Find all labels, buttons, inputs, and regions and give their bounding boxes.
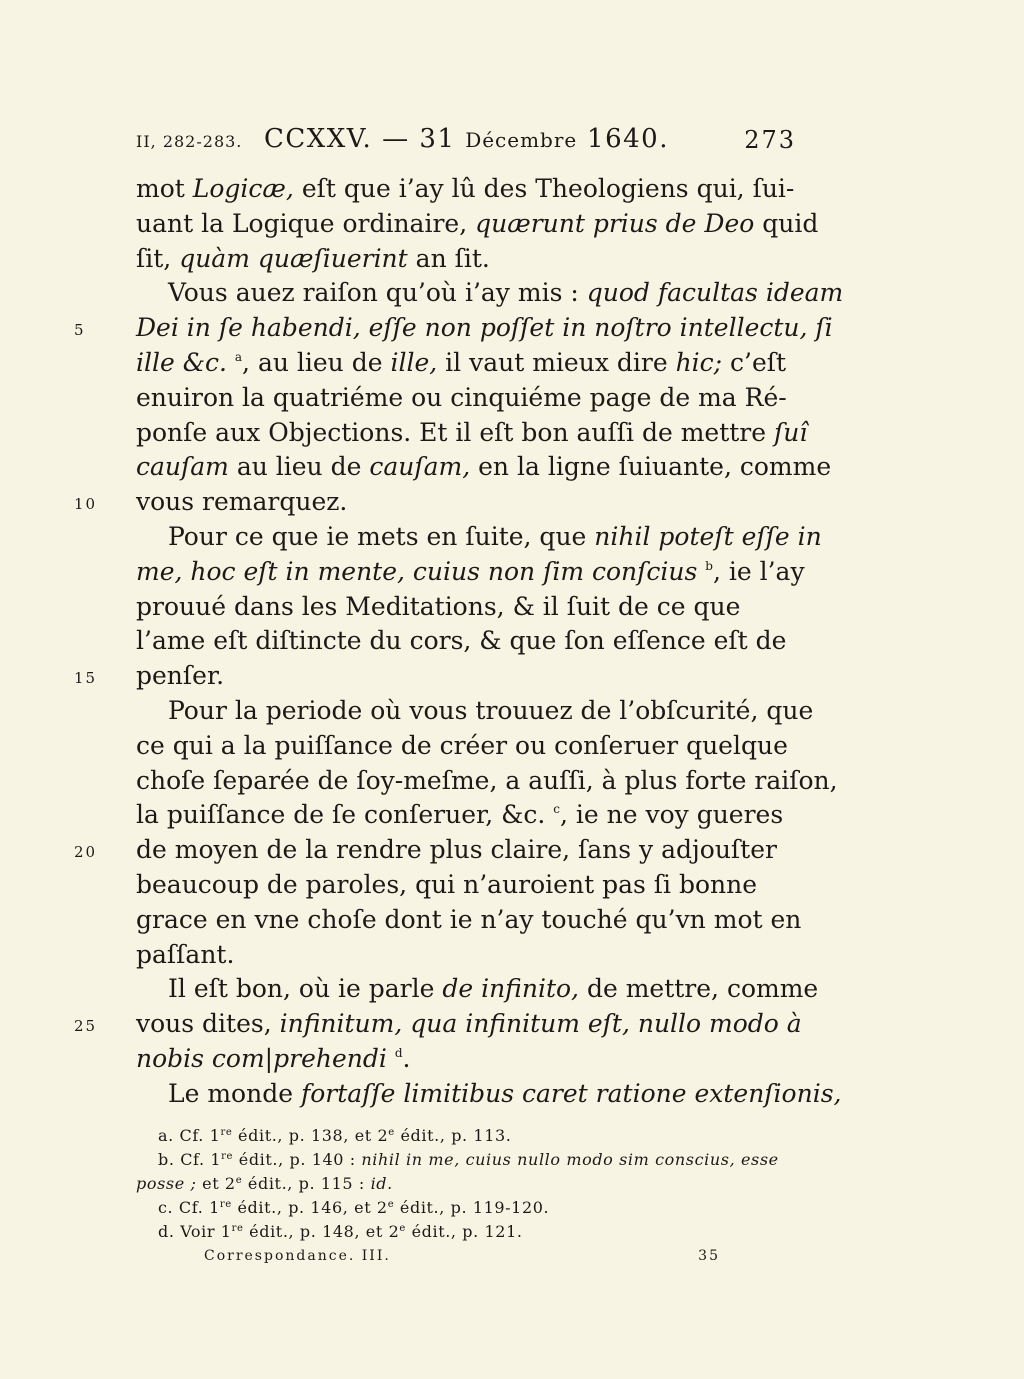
text-line: [136, 624, 796, 659]
text-line: [74, 659, 796, 694]
footnote: c. Cf. 1re édit., p. 146, et 2e édit., p. 119-120.: [158, 1198, 550, 1217]
line-text: Vous auez raiſon qu’où i’ay mis : quod facultas ideam: [168, 278, 844, 308]
text-line: [136, 520, 822, 555]
line-text: nobis com|prehendi $^d$.: [136, 1043, 411, 1073]
letter-month: Décembre: [465, 128, 578, 152]
footnote: posse ; et 2e édit., p. 115 : id.: [136, 1174, 393, 1193]
text-line: [136, 938, 796, 973]
text-line: [136, 694, 814, 729]
text-line: [136, 798, 796, 833]
line-text: cauſam au lieu de cauſam, en la ligne ſuiuante, comme: [136, 452, 832, 482]
line-number: 10: [74, 495, 98, 514]
letter-number: CCXXV. — 31: [264, 124, 456, 154]
text-line: [136, 764, 838, 799]
line-text: Le monde fortaſſe limitibus caret ratione extenſionis,: [168, 1078, 842, 1108]
line-text: Il eſt bon, où ie parle de infinito, de mettre, comme: [168, 974, 819, 1004]
edition-reference: II, 282-283.: [136, 132, 243, 151]
line-text: choſe ſeparée de ſoy-meſme, a auſſi, à plus forte raiſon,: [136, 765, 838, 795]
line-text: Dei in ſe habendi, eſſe non poſſet in noſtro intellectu, ſi: [136, 313, 833, 343]
text-line: [136, 276, 844, 311]
line-text: enuiron la quatriéme ou cinquiéme page de ma Ré-: [136, 382, 787, 412]
page-number: 273: [744, 126, 796, 154]
line-number: 5: [74, 321, 86, 340]
line-text: ponſe aux Objections. Et il eſt bon auſſi de mettre ſuî: [136, 417, 808, 447]
footnote: d. Voir 1re édit., p. 148, et 2e édit., p. 121.: [158, 1222, 523, 1241]
body-text: [74, 172, 844, 1112]
line-text: me, hoc eſt in mente, cuius non ſim conſcius $^b$, ie l’ay: [136, 556, 805, 586]
running-header: [136, 124, 796, 164]
text-line: [74, 833, 796, 868]
line-number: 25: [74, 1017, 98, 1036]
text-line: [74, 311, 833, 346]
line-text: l’ame eſt diſtincte du cors, & que ſon eſſence eſt de: [136, 626, 787, 656]
line-text: ce qui a la puiſſance de créer ou conſeruer quelque: [136, 730, 788, 760]
page-footer: [204, 1248, 720, 1272]
text-line: [136, 416, 808, 451]
line-text: de moyen de la rendre plus claire, ſans y adjouſter: [136, 835, 777, 865]
text-line: [136, 972, 819, 1007]
line-text: prouué dans les Meditations, & il ſuit de ce que: [136, 591, 741, 621]
line-number: 15: [74, 669, 98, 688]
footnote: b. Cf. 1re édit., p. 140 : nihil in me, cuius nullo modo sim conscius, esse: [158, 1150, 779, 1169]
text-line: [136, 381, 796, 416]
line-number: 20: [74, 843, 98, 862]
line-text: grace en vne choſe dont ie n’ay touché qu’vn mot en: [136, 904, 802, 934]
line-text: la puiſſance de ſe conſeruer, &c. $^c$, ie ne voy gueres: [136, 800, 784, 830]
line-text: vous dites, infinitum, qua infinitum eſt, nullo modo à: [136, 1009, 802, 1039]
text-line: [136, 346, 796, 381]
letter-title: [264, 124, 669, 154]
text-line: [136, 555, 805, 590]
line-text: ille &c. $^a$, au lieu de ille, il vaut mieux dire hic; c’eſt: [136, 347, 787, 377]
line-text: mot Logicæ, eſt que i’ay lû des Theologiens qui, ſui-: [136, 174, 795, 203]
text-line: [136, 172, 796, 207]
footnotes: [136, 1124, 796, 1244]
text-line: [136, 450, 832, 485]
line-text: beaucoup de paroles, qui n’auroient pas ſi bonne: [136, 869, 757, 899]
line-text: vous remarquez.: [136, 487, 348, 517]
signature-number: 35: [698, 1248, 720, 1264]
text-line: [136, 242, 796, 277]
text-line: [136, 868, 796, 903]
letter-year: 1640.: [587, 124, 669, 154]
text-line: [136, 729, 796, 764]
line-text: ſit, quàm quæſiuerint an ſit.: [136, 243, 490, 273]
text-line: [136, 1077, 842, 1112]
line-text: paſſant.: [136, 939, 235, 969]
text-line: [136, 1042, 796, 1077]
line-text: penſer.: [136, 661, 225, 691]
line-text: uant la Logique ordinaire, quærunt prius de Deo quid: [136, 208, 819, 238]
text-line: [136, 207, 819, 242]
signature-mark: Correspondance. III.: [204, 1248, 391, 1264]
text-line: [74, 485, 796, 520]
text-line: [74, 1007, 802, 1042]
line-text: Pour la periode où vous trouuez de l’obſcurité, que: [168, 695, 814, 725]
text-line: [136, 903, 802, 938]
footnote: a. Cf. 1re édit., p. 138, et 2e édit., p. 113.: [158, 1126, 512, 1145]
line-text: Pour ce que ie mets en ſuite, que nihil poteſt eſſe in: [168, 521, 822, 551]
text-line: [136, 590, 796, 625]
